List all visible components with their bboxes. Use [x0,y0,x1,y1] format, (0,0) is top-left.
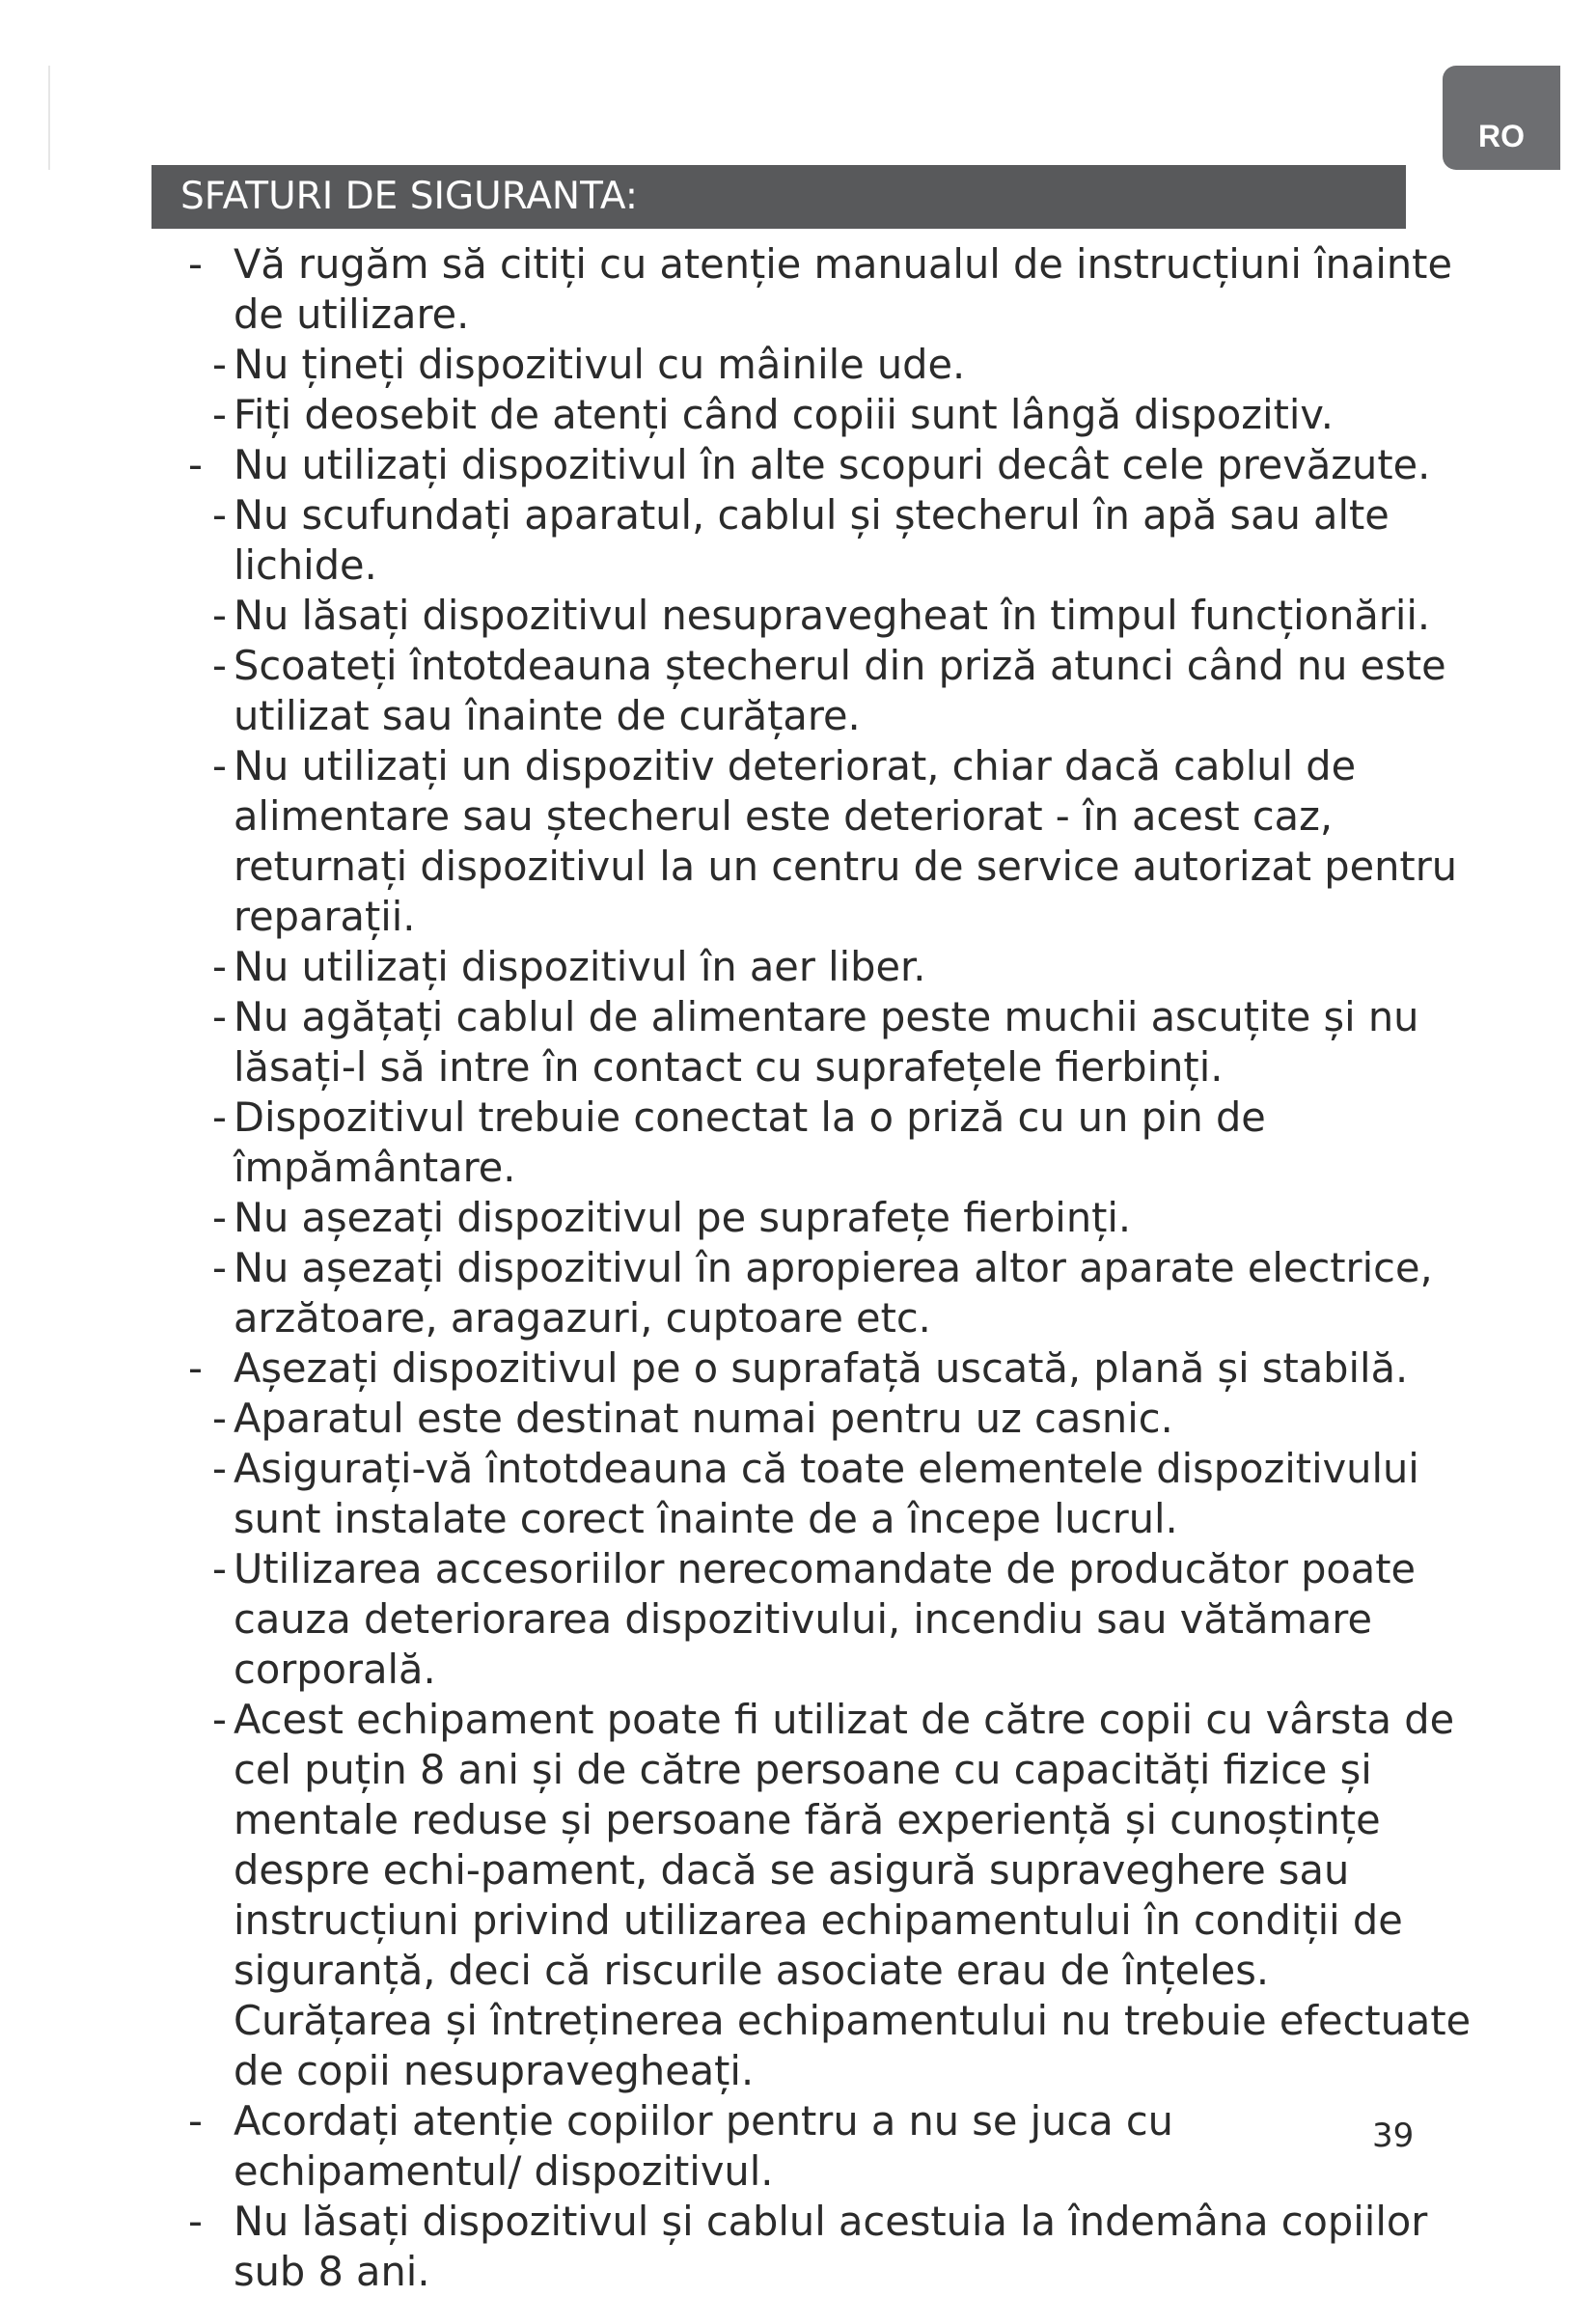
bullet-dash: - [212,1445,227,1492]
list-item [188,942,1472,992]
list-item-text: Acest echipament poate fi utilizat de către copii cu vârsta de cel puțin 8 ani și de către persoane cu capacități fizice și mentale reduse și persoane fără experiență și cunoștințe despre echi-pament, dacă se asigură supraveghere sau instrucțiuni privind utilizarea echipamentului în condiții de siguranță, deci că riscurile asociate erau de înțeles. Curățarea și întreținerea echipamentului nu trebuie efectuate de copii nesupravegheați. [234,1696,1472,2094]
list-item [188,992,1472,1093]
bullet-dash: - [188,240,203,288]
bullet-dash: - [212,592,227,639]
bullet-dash: - [212,1093,227,1141]
safety-list [188,239,1472,2297]
list-item [188,1444,1472,1544]
bullet-dash: - [212,341,227,388]
bullet-dash: - [212,1244,227,1291]
list-item-text: Nu lăsați dispozitivul nesupravegheat în timpul funcționării. [234,592,1431,639]
list-item-text: Fiți deosebit de atenți când copiii sunt lângă dispozitiv. [234,391,1334,438]
section-header [151,165,1406,229]
bullet-dash: - [212,642,227,689]
bullet-dash: - [212,491,227,539]
bullet-dash: - [212,993,227,1040]
list-item-text: Utilizarea accesoriilor nerecomandate de producător poate cauza deteriorarea dispozitivului, incendiu sau vătămare corporală. [234,1545,1417,1693]
list-item-text: Vă rugăm să citiți cu atenție manualul de instrucțiuni înainte de utilizare. [234,240,1452,338]
bullet-dash: - [188,1344,203,1392]
list-item-text: Scoateți întotdeauna ștecherul din priză atunci când nu este utilizat sau înainte de curățare. [234,642,1446,739]
language-tab [1443,66,1560,170]
bullet-dash: - [212,943,227,990]
list-item [188,440,1472,490]
list-item-text: Aparatul este destinat numai pentru uz casnic. [234,1395,1173,1442]
list-item [188,490,1472,591]
bullet-dash: - [212,1395,227,1442]
list-item-text: Nu lăsați dispozitivul și cablul acestuia la îndemâna copiilor sub 8 ani. [234,2198,1428,2295]
margin-line [48,66,50,170]
list-item [188,641,1472,741]
list-item-text: Nu agățați cablul de alimentare peste muchii ascuțite și nu lăsați-l să intre în contact cu suprafețele fierbinți. [234,993,1419,1091]
list-item [188,1093,1472,1193]
list-item [188,1193,1472,1243]
list-item [188,2096,1472,2197]
list-item-text: Nu așezați dispozitivul în apropierea altor aparate electrice, arzătoare, aragazuri, cuptoare etc. [234,1244,1433,1342]
bullet-dash: - [212,742,227,789]
list-item-text: Așezați dispozitivul pe o suprafață uscată, plană și stabilă. [234,1344,1409,1392]
bullet-dash: - [212,1194,227,1241]
list-item [188,239,1472,340]
list-item [188,1695,1472,2096]
list-item [188,2197,1472,2297]
list-item-text: Dispozitivul trebuie conectat la o priză cu un pin de împământare. [234,1093,1266,1191]
bullet-dash: - [212,391,227,438]
list-item-text: Nu așezați dispozitivul pe suprafețe fierbinți. [234,1194,1132,1241]
bullet-dash: - [212,1696,227,1743]
list-item [188,591,1472,641]
list-item [188,1243,1472,1343]
list-item-text: Asigurați-vă întotdeauna că toate elementele dispozitivului sunt instalate corect înainte de a începe lucrul. [234,1445,1419,1542]
list-item-text: Nu țineți dispozitivul cu mâinile ude. [234,341,966,388]
list-item [188,390,1472,440]
list-item-text: Nu utilizați dispozitivul în aer liber. [234,943,926,990]
bullet-dash: - [188,441,203,488]
bullet-dash: - [188,2097,203,2145]
section-title: SFATURI DE SIGURANTA: [180,175,639,218]
list-item-text: Nu utilizați dispozitivul în alte scopuri decât cele prevăzute. [234,441,1431,488]
list-item [188,741,1472,942]
list-item-text: Nu utilizați un dispozitiv deteriorat, chiar dacă cablul de alimentare sau ștecherul este deteriorat - în acest caz, returnați dispozitivul la un centru de service autorizat pentru reparații. [234,742,1458,940]
bullet-dash: - [188,2198,203,2245]
list-item [188,1343,1472,1394]
list-item-text: Nu scufundați aparatul, cablul și ștecherul în apă sau alte lichide. [234,491,1390,589]
list-item-text: Acordați atenție copiilor pentru a nu se juca cu echipamentul/ dispozitivul. [234,2097,1173,2195]
list-item [188,340,1472,390]
bullet-dash: - [212,1545,227,1592]
language-tab-label: RO [1478,119,1525,153]
page-number: 39 [1372,2117,1415,2155]
list-item [188,1394,1472,1444]
list-item [188,1544,1472,1695]
